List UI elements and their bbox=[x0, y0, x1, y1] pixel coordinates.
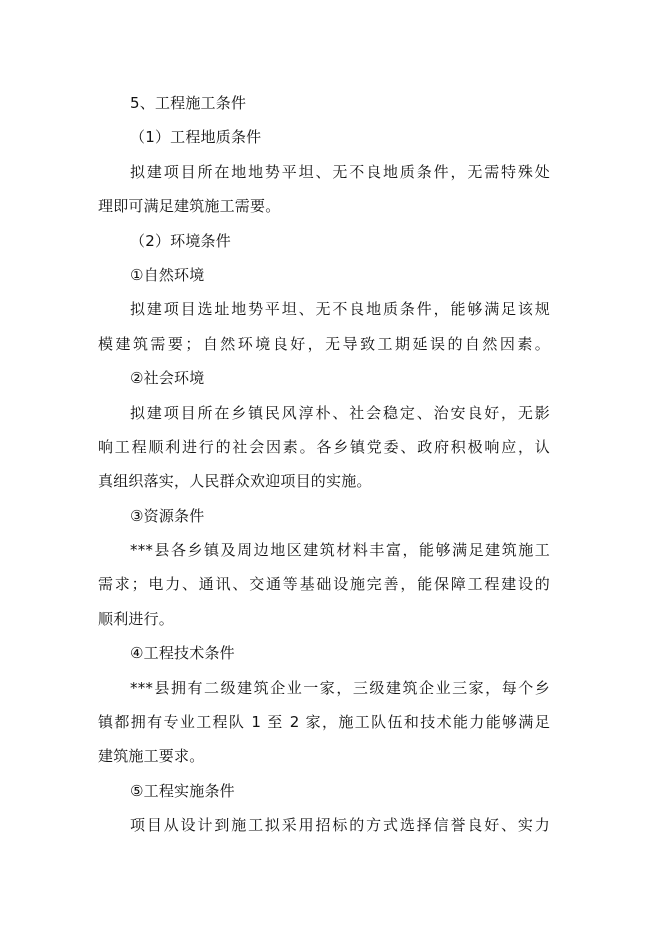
paragraph-line: 顺利进行。 bbox=[98, 609, 175, 628]
paragraph-line: 需求；电力、通讯、交通等基础设施完善，能保障工程建设的 bbox=[98, 575, 550, 594]
subheading-geological-conditions: （1）工程地质条件 bbox=[130, 128, 262, 147]
item-heading-social-environment: ②社会环境 bbox=[130, 369, 205, 388]
paragraph-line: 项目从设计到施工拟采用招标的方式选择信誉良好、实力 bbox=[130, 816, 550, 835]
paragraph-line: 拟建项目所在地地势平坦、无不良地质条件，无需特殊处 bbox=[130, 162, 550, 181]
item-heading-resource-conditions: ③资源条件 bbox=[130, 506, 205, 525]
paragraph-line: 镇都拥有专业工程队 1 至 2 家，施工队伍和技术能力能够满足 bbox=[98, 713, 550, 732]
subheading-environment-conditions: （2）环境条件 bbox=[130, 231, 231, 250]
paragraph-line: 建筑施工要求。 bbox=[98, 747, 205, 766]
item-heading-implementation-conditions: ⑤工程实施条件 bbox=[130, 781, 235, 800]
paragraph-line: 理即可满足建筑施工需要。 bbox=[98, 197, 281, 216]
paragraph-line: 真组织落实，人民群众欢迎项目的实施。 bbox=[98, 472, 372, 491]
paragraph-line: 模建筑需要；自然环境良好，无导致工期延误的自然因素。 bbox=[98, 334, 550, 353]
paragraph-line: 拟建项目选址地势平坦、无不良地质条件，能够满足该规 bbox=[130, 300, 550, 319]
paragraph-line: ***县拥有二级建筑企业一家，三级建筑企业三家，每个乡 bbox=[130, 678, 550, 697]
paragraph-line: 响工程顺利进行的社会因素。各乡镇党委、政府积极响应，认 bbox=[98, 437, 550, 456]
item-heading-technical-conditions: ④工程技术条件 bbox=[130, 644, 235, 663]
item-heading-natural-environment: ①自然环境 bbox=[130, 265, 205, 284]
document-body bbox=[98, 86, 550, 843]
section-heading-construction-conditions: 5、工程施工条件 bbox=[130, 94, 247, 112]
paragraph-line: 拟建项目所在乡镇民风淳朴、社会稳定、治安良好，无影 bbox=[130, 403, 550, 422]
paragraph-line: ***县各乡镇及周边地区建筑材料丰富，能够满足建筑施工 bbox=[130, 541, 550, 560]
